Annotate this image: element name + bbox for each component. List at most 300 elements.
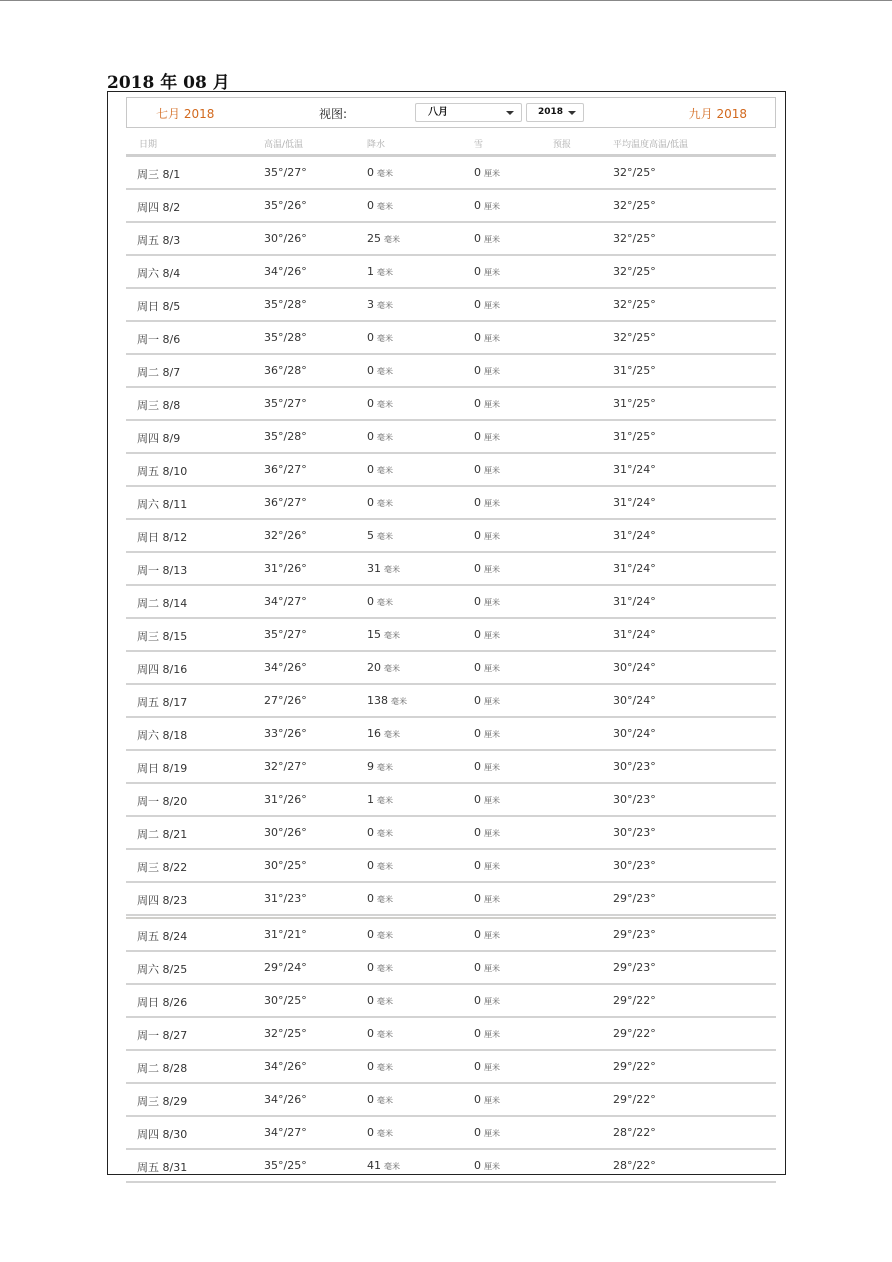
- cell-snow-value: 0: [474, 994, 481, 1007]
- cell-snow-value: 0: [474, 595, 481, 608]
- table-row: [126, 985, 776, 1018]
- cell-avg-value: 32°/25°: [613, 298, 656, 311]
- cell-high-low: [264, 199, 307, 212]
- cell-precip: [367, 628, 400, 641]
- cell-date: [137, 826, 187, 842]
- cell-precip-value: 0: [367, 1027, 374, 1040]
- table-row: [126, 1117, 776, 1150]
- snow-unit: 厘米: [484, 697, 500, 706]
- cell-high-low: [264, 232, 307, 245]
- year-select-value: 2018: [538, 107, 564, 117]
- cell-precip-value: 0: [367, 166, 374, 179]
- cell-date: [137, 364, 180, 380]
- precip-unit: 毫米: [377, 763, 393, 772]
- cell-precip-value: 31: [367, 562, 381, 575]
- cell-high-low-value: 34°/27°: [264, 1126, 307, 1139]
- table-row: [126, 388, 776, 421]
- snow-unit: 厘米: [484, 964, 500, 973]
- cell-high-low-value: 30°/25°: [264, 859, 307, 872]
- cell-high-low-value: 33°/26°: [264, 727, 307, 740]
- precip-unit: 毫米: [384, 730, 400, 739]
- cell-avg: [613, 826, 656, 839]
- cell-precip: [367, 331, 393, 344]
- cell-snow-value: 0: [474, 727, 481, 740]
- chevron-down-icon: [568, 111, 576, 115]
- snow-unit: 厘米: [484, 334, 500, 343]
- cell-precip-value: 0: [367, 364, 374, 377]
- cell-precip-value: 0: [367, 430, 374, 443]
- snow-unit: 厘米: [484, 400, 500, 409]
- cell-precip-value: 25: [367, 232, 381, 245]
- cell-precip-value: 1: [367, 793, 374, 806]
- cell-date-value: 周五 8/17: [137, 696, 188, 709]
- cell-precip-value: 20: [367, 661, 381, 674]
- cell-precip-value: 9: [367, 760, 374, 773]
- cell-high-low-value: 31°/26°: [264, 562, 307, 575]
- cell-date: [137, 397, 180, 413]
- header-snow: 雪: [474, 140, 484, 150]
- cell-precip-value: 0: [367, 331, 374, 344]
- snow-unit: 厘米: [484, 664, 500, 673]
- cell-date-value: 周二 8/21: [137, 828, 188, 841]
- table-row: [126, 619, 776, 652]
- cell-precip: [367, 595, 393, 608]
- cell-precip-value: 0: [367, 463, 374, 476]
- cell-avg-value: 31°/25°: [613, 397, 656, 410]
- cell-precip-value: 0: [367, 994, 374, 1007]
- cell-high-low: [264, 595, 307, 608]
- cell-avg-value: 29°/23°: [613, 928, 656, 941]
- cell-snow-value: 0: [474, 562, 481, 575]
- table-row: [126, 322, 776, 355]
- cell-high-low: [264, 1126, 307, 1139]
- cell-high-low-value: 34°/26°: [264, 1093, 307, 1106]
- table-row: [126, 520, 776, 553]
- cell-avg: [613, 529, 656, 542]
- cell-date: [137, 496, 187, 512]
- cell-snow-value: 0: [474, 859, 481, 872]
- cell-avg: [613, 166, 656, 179]
- cell-avg: [613, 859, 656, 872]
- cell-precip-value: 0: [367, 961, 374, 974]
- cell-high-low-value: 36°/27°: [264, 496, 307, 509]
- cell-snow-value: 0: [474, 1126, 481, 1139]
- cell-precip: [367, 1027, 393, 1040]
- cell-snow: [474, 661, 500, 674]
- cell-date: [137, 793, 187, 809]
- cell-avg-value: 29°/22°: [613, 1093, 656, 1106]
- cell-high-low: [264, 694, 307, 707]
- cell-precip: [367, 364, 393, 377]
- cell-precip: [367, 760, 393, 773]
- precip-unit: 毫米: [377, 433, 393, 442]
- table-row: [126, 952, 776, 985]
- cell-date-value: 周三 8/8: [137, 399, 181, 412]
- cell-precip-value: 0: [367, 397, 374, 410]
- cell-avg-value: 29°/23°: [613, 961, 656, 974]
- cell-high-low: [264, 859, 307, 872]
- cell-date: [137, 298, 180, 314]
- cell-date-value: 周六 8/11: [137, 498, 188, 511]
- cell-precip: [367, 397, 393, 410]
- cell-date: [137, 430, 180, 446]
- cell-snow-value: 0: [474, 166, 481, 179]
- precip-unit: 毫米: [384, 1162, 400, 1171]
- cell-precip: [367, 298, 393, 311]
- cell-date-value: 周四 8/9: [137, 432, 181, 445]
- cell-date: [137, 994, 187, 1010]
- cell-precip: [367, 1126, 393, 1139]
- table-row: [126, 223, 776, 256]
- snow-unit: 厘米: [484, 466, 500, 475]
- table-row: [126, 454, 776, 487]
- chevron-down-icon: [506, 111, 514, 115]
- cell-precip-value: 0: [367, 928, 374, 941]
- cell-avg: [613, 793, 656, 806]
- cell-high-low: [264, 760, 307, 773]
- cell-avg-value: 29°/22°: [613, 994, 656, 1007]
- table-row: [126, 652, 776, 685]
- cell-snow: [474, 793, 500, 806]
- cell-snow: [474, 232, 500, 245]
- cell-date-value: 周三 8/29: [137, 1095, 188, 1108]
- cell-avg: [613, 694, 656, 707]
- table-row: [126, 817, 776, 850]
- cell-date: [137, 961, 187, 977]
- cell-date: [137, 859, 187, 875]
- cell-high-low-value: 35°/28°: [264, 331, 307, 344]
- precip-unit: 毫米: [377, 1129, 393, 1138]
- precip-unit: 毫米: [377, 895, 393, 904]
- cell-high-low: [264, 331, 307, 344]
- cell-avg-value: 31°/24°: [613, 529, 656, 542]
- cell-snow: [474, 397, 500, 410]
- table-row: [126, 355, 776, 388]
- cell-high-low-value: 36°/27°: [264, 463, 307, 476]
- cell-high-low: [264, 961, 307, 974]
- cell-high-low-value: 34°/26°: [264, 265, 307, 278]
- snow-unit: 厘米: [484, 301, 500, 310]
- cell-avg: [613, 760, 656, 773]
- precip-unit: 毫米: [377, 169, 393, 178]
- cell-avg-value: 28°/22°: [613, 1159, 656, 1172]
- cell-snow: [474, 1126, 500, 1139]
- snow-unit: 厘米: [484, 1096, 500, 1105]
- cell-avg-value: 31°/24°: [613, 628, 656, 641]
- prev-month-link[interactable]: 七月 2018: [156, 107, 215, 121]
- cell-avg-value: 32°/25°: [613, 265, 656, 278]
- cell-high-low: [264, 1027, 307, 1040]
- cell-date: [137, 232, 180, 248]
- cell-high-low-value: 30°/25°: [264, 994, 307, 1007]
- next-month-link[interactable]: 九月 2018: [688, 107, 747, 121]
- cell-high-low-value: 35°/25°: [264, 1159, 307, 1172]
- cell-high-low-value: 32°/27°: [264, 760, 307, 773]
- cell-snow: [474, 1159, 500, 1172]
- table-row: [126, 487, 776, 520]
- cell-high-low: [264, 496, 307, 509]
- cell-snow: [474, 727, 500, 740]
- cell-high-low-value: 36°/28°: [264, 364, 307, 377]
- cell-date: [137, 1126, 187, 1142]
- cell-precip: [367, 529, 393, 542]
- cell-avg: [613, 1126, 656, 1139]
- cell-avg-value: 30°/24°: [613, 694, 656, 707]
- cell-high-low: [264, 1159, 307, 1172]
- cell-precip: [367, 1093, 393, 1106]
- cell-high-low-value: 30°/26°: [264, 232, 307, 245]
- cell-high-low: [264, 826, 307, 839]
- cell-date-value: 周一 8/6: [137, 333, 181, 346]
- cell-snow-value: 0: [474, 1027, 481, 1040]
- precip-unit: 毫米: [377, 997, 393, 1006]
- table-row: [126, 917, 776, 952]
- cell-snow-value: 0: [474, 496, 481, 509]
- cell-avg-value: 30°/23°: [613, 826, 656, 839]
- cell-date: [137, 760, 187, 776]
- cell-precip-value: 0: [367, 1060, 374, 1073]
- precip-unit: 毫米: [377, 301, 393, 310]
- precip-unit: 毫米: [377, 532, 393, 541]
- cell-avg-value: 30°/24°: [613, 727, 656, 740]
- cell-date-value: 周日 8/19: [137, 762, 188, 775]
- cell-high-low-value: 31°/21°: [264, 928, 307, 941]
- cell-avg: [613, 1027, 656, 1040]
- cell-date: [137, 199, 180, 215]
- cell-snow: [474, 859, 500, 872]
- cell-snow-value: 0: [474, 892, 481, 905]
- cell-avg-value: 29°/22°: [613, 1027, 656, 1040]
- snow-unit: 厘米: [484, 532, 500, 541]
- cell-avg: [613, 628, 656, 641]
- cell-high-low: [264, 661, 307, 674]
- month-select[interactable]: [415, 103, 522, 122]
- table-row: [126, 289, 776, 322]
- cell-precip: [367, 232, 400, 245]
- cell-date-value: 周日 8/12: [137, 531, 188, 544]
- cell-snow: [474, 994, 500, 1007]
- cell-date: [137, 661, 187, 677]
- cell-avg-value: 30°/23°: [613, 793, 656, 806]
- cell-precip: [367, 994, 393, 1007]
- cell-precip: [367, 727, 400, 740]
- cell-snow-value: 0: [474, 793, 481, 806]
- cell-high-low-value: 35°/28°: [264, 298, 307, 311]
- cell-avg: [613, 661, 656, 674]
- table-row: [126, 883, 776, 916]
- cell-snow: [474, 496, 500, 509]
- cell-precip-value: 41: [367, 1159, 381, 1172]
- cell-date-value: 周一 8/13: [137, 564, 188, 577]
- page-title: 2018 年 08 月: [107, 73, 230, 93]
- cell-precip-value: 0: [367, 199, 374, 212]
- cell-snow-value: 0: [474, 463, 481, 476]
- snow-unit: 厘米: [484, 268, 500, 277]
- cell-snow-value: 0: [474, 760, 481, 773]
- cell-avg-value: 31°/24°: [613, 463, 656, 476]
- cell-avg: [613, 1093, 656, 1106]
- cell-snow: [474, 595, 500, 608]
- cell-precip: [367, 961, 393, 974]
- cell-avg: [613, 265, 656, 278]
- cell-snow: [474, 760, 500, 773]
- precip-unit: 毫米: [377, 598, 393, 607]
- cell-date-value: 周五 8/31: [137, 1161, 188, 1174]
- cell-avg-value: 29°/23°: [613, 892, 656, 905]
- table-row: [126, 850, 776, 883]
- cell-high-low: [264, 892, 307, 905]
- cell-high-low: [264, 463, 307, 476]
- precip-unit: 毫米: [377, 367, 393, 376]
- cell-high-low-value: 27°/26°: [264, 694, 307, 707]
- cell-high-low-value: 35°/26°: [264, 199, 307, 212]
- cell-avg-value: 31°/24°: [613, 496, 656, 509]
- snow-unit: 厘米: [484, 202, 500, 211]
- cell-precip: [367, 463, 393, 476]
- table-row: [126, 1051, 776, 1084]
- cell-high-low: [264, 1093, 307, 1106]
- table-row: [126, 1084, 776, 1117]
- cell-avg: [613, 199, 656, 212]
- cell-high-low: [264, 298, 307, 311]
- cell-snow: [474, 826, 500, 839]
- cell-snow: [474, 1093, 500, 1106]
- cell-precip: [367, 826, 393, 839]
- cell-snow: [474, 1060, 500, 1073]
- cell-snow-value: 0: [474, 826, 481, 839]
- cell-snow: [474, 463, 500, 476]
- precip-unit: 毫米: [377, 334, 393, 343]
- cell-avg: [613, 463, 656, 476]
- cell-avg: [613, 430, 656, 443]
- precip-unit: 毫米: [377, 796, 393, 805]
- cell-high-low-value: 32°/26°: [264, 529, 307, 542]
- cell-precip-value: 5: [367, 529, 374, 542]
- cell-precip-value: 16: [367, 727, 381, 740]
- snow-unit: 厘米: [484, 499, 500, 508]
- cell-precip: [367, 694, 407, 707]
- precip-unit: 毫米: [384, 664, 400, 673]
- cell-avg-value: 30°/23°: [613, 760, 656, 773]
- cell-precip-value: 0: [367, 595, 374, 608]
- cell-snow: [474, 364, 500, 377]
- cell-snow-value: 0: [474, 1159, 481, 1172]
- table-header: [126, 136, 776, 156]
- cell-precip: [367, 199, 393, 212]
- cell-precip: [367, 1060, 393, 1073]
- cell-date-value: 周一 8/20: [137, 795, 188, 808]
- cell-snow: [474, 961, 500, 974]
- snow-unit: 厘米: [484, 763, 500, 772]
- header-date: 日期: [139, 140, 158, 150]
- cell-high-low-value: 35°/28°: [264, 430, 307, 443]
- cell-high-low-value: 34°/26°: [264, 1060, 307, 1073]
- cell-precip: [367, 661, 400, 674]
- cell-precip-value: 0: [367, 859, 374, 872]
- cell-date-value: 周四 8/16: [137, 663, 188, 676]
- table-row: [126, 718, 776, 751]
- snow-unit: 厘米: [484, 829, 500, 838]
- cell-avg: [613, 928, 656, 941]
- cell-high-low-value: 35°/27°: [264, 628, 307, 641]
- table-row: [126, 256, 776, 289]
- table-row: [126, 1150, 776, 1183]
- cell-high-low-value: 30°/26°: [264, 826, 307, 839]
- snow-unit: 厘米: [484, 433, 500, 442]
- cell-avg: [613, 298, 656, 311]
- cell-date: [137, 463, 187, 479]
- precip-unit: 毫米: [377, 1063, 393, 1072]
- table-row: [126, 751, 776, 784]
- month-nav-bar: [126, 97, 776, 128]
- snow-unit: 厘米: [484, 931, 500, 940]
- cell-precip-value: 0: [367, 496, 374, 509]
- cell-avg: [613, 364, 656, 377]
- snow-unit: 厘米: [484, 367, 500, 376]
- cell-precip: [367, 265, 393, 278]
- cell-avg: [613, 562, 656, 575]
- cell-high-low-value: 31°/26°: [264, 793, 307, 806]
- cell-precip-value: 138: [367, 694, 388, 707]
- cell-precip: [367, 928, 393, 941]
- cell-snow: [474, 265, 500, 278]
- cell-snow-value: 0: [474, 232, 481, 245]
- cell-date: [137, 694, 187, 710]
- cell-snow: [474, 892, 500, 905]
- cell-high-low: [264, 994, 307, 1007]
- year-select[interactable]: [526, 103, 584, 122]
- cell-avg-value: 31°/25°: [613, 364, 656, 377]
- cell-date-value: 周二 8/14: [137, 597, 188, 610]
- precip-unit: 毫米: [391, 697, 407, 706]
- snow-unit: 厘米: [484, 235, 500, 244]
- cell-avg: [613, 727, 656, 740]
- cell-date: [137, 265, 180, 281]
- precip-unit: 毫米: [377, 829, 393, 838]
- cell-precip-value: 0: [367, 892, 374, 905]
- header-precip: 降水: [367, 140, 386, 150]
- cell-snow-value: 0: [474, 265, 481, 278]
- cell-date: [137, 529, 187, 545]
- cell-snow: [474, 694, 500, 707]
- table-row: [126, 685, 776, 718]
- cell-date-value: 周日 8/5: [137, 300, 181, 313]
- precip-unit: 毫米: [384, 235, 400, 244]
- cell-high-low: [264, 529, 307, 542]
- cell-avg-value: 32°/25°: [613, 331, 656, 344]
- table-row: [126, 553, 776, 586]
- cell-avg-value: 31°/24°: [613, 595, 656, 608]
- table-row: [126, 1018, 776, 1051]
- cell-snow-value: 0: [474, 961, 481, 974]
- cell-date-value: 周日 8/26: [137, 996, 188, 1009]
- cell-precip-value: 1: [367, 265, 374, 278]
- cell-avg-value: 30°/23°: [613, 859, 656, 872]
- precip-unit: 毫米: [384, 565, 400, 574]
- cell-precip: [367, 859, 393, 872]
- view-label: 视图:: [319, 107, 348, 121]
- cell-snow: [474, 430, 500, 443]
- precip-unit: 毫米: [377, 1096, 393, 1105]
- cell-high-low: [264, 430, 307, 443]
- table-row: [126, 157, 776, 190]
- cell-avg: [613, 994, 656, 1007]
- cell-date: [137, 928, 187, 944]
- cell-date: [137, 1027, 187, 1043]
- precip-unit: 毫米: [377, 499, 393, 508]
- cell-snow-value: 0: [474, 1060, 481, 1073]
- cell-date: [137, 628, 187, 644]
